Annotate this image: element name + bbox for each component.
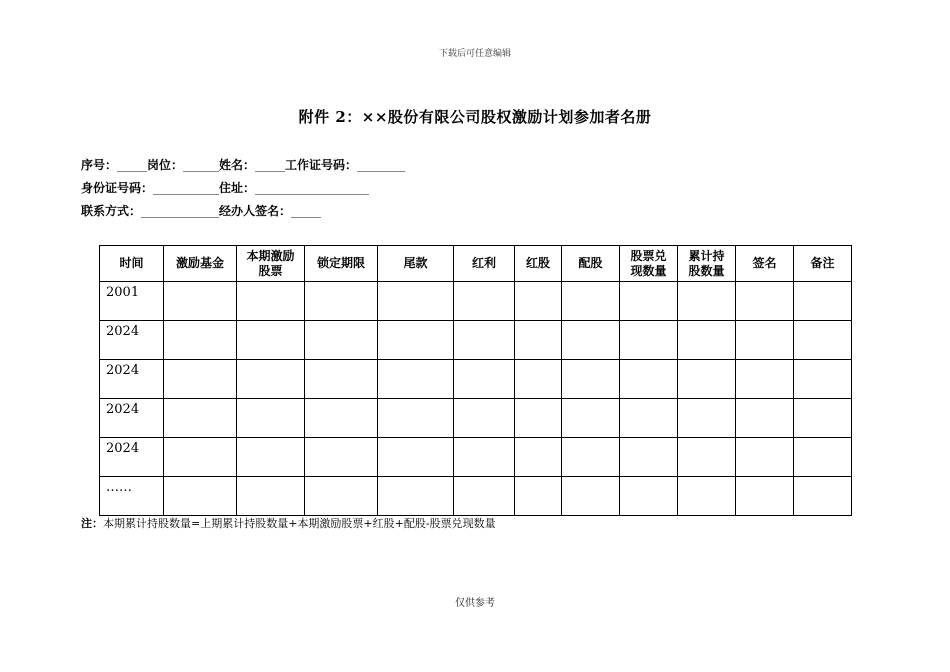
participant-register-table — [99, 245, 852, 516]
footnote — [81, 515, 496, 531]
form-line-1 — [81, 156, 405, 173]
name-label: 姓名： — [219, 158, 256, 172]
table-row — [100, 282, 852, 321]
position-blank: ______ — [183, 158, 220, 172]
work-id-blank: ________ — [357, 158, 406, 172]
header-note: 下载后可任意编辑 — [438, 49, 511, 59]
id-number-blank: ___________ — [153, 181, 220, 195]
contact-blank: _____________ — [141, 204, 220, 218]
footnote-text: 本期累计持股数量=上期累计持股数量+本期激励股票+红股+配股-股票兑现数量 — [103, 517, 496, 530]
position-label: 岗位： — [147, 158, 184, 172]
contact-label: 联系方式： — [81, 204, 142, 218]
table-cell-time[interactable]: …… — [100, 477, 164, 516]
work-id-label: 工作证号码： — [285, 158, 358, 172]
form-line-3 — [81, 202, 321, 219]
col-header-allotment: 配股 — [562, 246, 620, 282]
table-cell-time[interactable]: 2024 — [100, 399, 164, 438]
table-cell-time[interactable]: 2024 — [100, 438, 164, 477]
col-header-incentive-fund: 激励基金 — [164, 246, 237, 282]
table-cell-time[interactable]: 2024 — [100, 360, 164, 399]
table-cell-time[interactable]: 2024 — [100, 321, 164, 360]
form-line-2 — [81, 179, 369, 196]
col-header-lock-period: 锁定期限 — [305, 246, 378, 282]
footnote-label: 注： — [81, 517, 103, 530]
col-header-time: 时间 — [100, 246, 164, 282]
page-footer: 仅供参考 — [455, 598, 495, 609]
col-header-cashed-shares: 股票兑 现数量 — [620, 246, 678, 282]
table-cell-time[interactable]: 2001 — [100, 282, 164, 321]
col-header-bonus-shares: 红股 — [515, 246, 562, 282]
col-header-dividend: 红利 — [454, 246, 515, 282]
address-label: 住址： — [219, 181, 256, 195]
col-header-signature: 签名 — [736, 246, 794, 282]
name-blank: _____ — [255, 158, 286, 172]
col-header-balance: 尾款 — [378, 246, 454, 282]
table-row — [100, 360, 852, 399]
address-blank: ___________________ — [255, 181, 370, 195]
seq-blank: _____ — [117, 158, 148, 172]
table-row — [100, 321, 852, 360]
seq-label: 序号： — [81, 158, 118, 172]
table-header-row — [100, 246, 852, 282]
col-header-cumulative-shares: 累计持 股数量 — [678, 246, 736, 282]
table-row — [100, 438, 852, 477]
handler-signature-label: 经办人签名： — [219, 204, 292, 218]
table-row — [100, 399, 852, 438]
col-header-remarks: 备注 — [794, 246, 852, 282]
col-header-current-incentive-shares: 本期激励 股票 — [237, 246, 305, 282]
handler-signature-blank: _____ — [291, 204, 322, 218]
page-title: 附件 2：××股份有限公司股权激励计划参加者名册 — [298, 108, 652, 126]
id-number-label: 身份证号码： — [81, 181, 154, 195]
table-row — [100, 477, 852, 516]
